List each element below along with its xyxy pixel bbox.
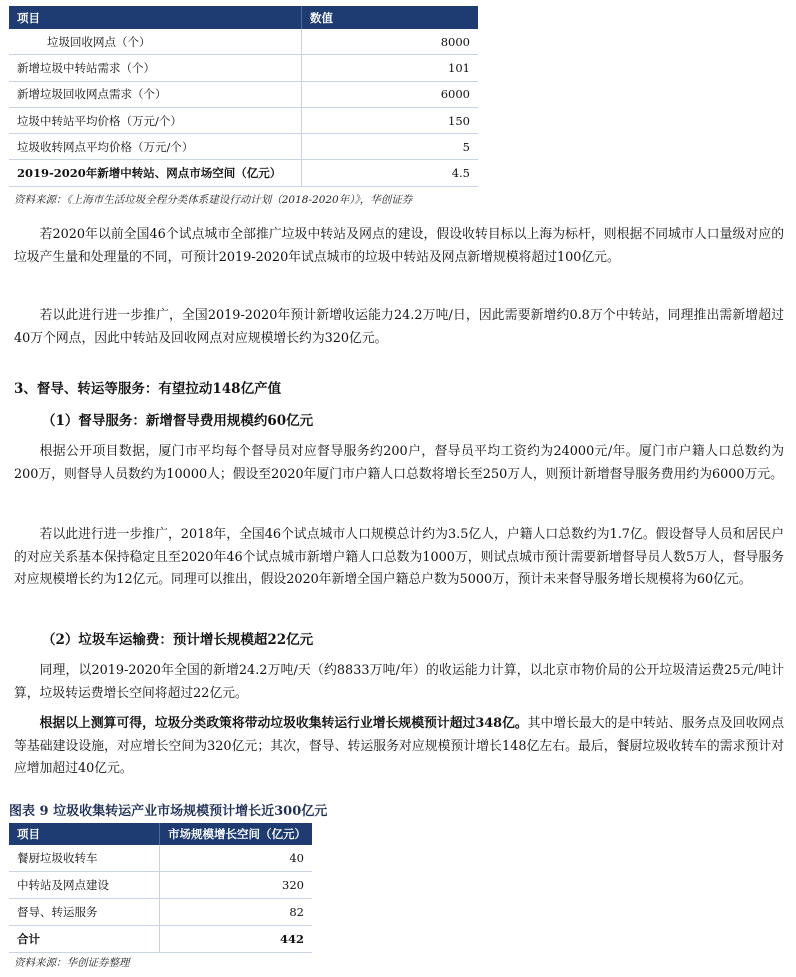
header-item: 项目 [9,823,160,845]
row-label: 2019-2020年新增中转站、网点市场空间（亿元） [9,160,302,186]
body-text-5 [14,660,784,705]
subsection-heading-transport: （2）垃圾车运输费：预计增长规模超22亿元 [42,632,314,648]
header-value: 市场规模增长空间（亿元） [160,823,313,845]
body-text-3 [14,441,784,486]
table-row [9,107,478,133]
body-text-1 [14,224,784,269]
body-text-4 [14,524,784,592]
body-text-6 [14,713,784,781]
table-row [9,899,312,926]
row-label: 新增垃圾中转站需求（个） [9,55,302,81]
row-label: 垃圾中转站平均价格（万元/个） [9,107,302,133]
total-value: 442 [160,926,313,953]
row-label: 新增垃圾回收网点需求（个） [9,81,302,107]
table-source-note: 资料来源：《上海市生活垃圾全程分类体系建设行动计划（2018-2020年）》，华创证券 [14,194,413,206]
table-row [9,55,478,81]
table-row [9,134,478,160]
figure-title: 图表 9 垃圾收集转运产业市场规模预计增长近300亿元 [9,804,328,819]
subsection-heading-supervision: （1）督导服务：新增督导费用规模约60亿元 [42,413,314,429]
paragraph: 同理，以2019-2020年全国的新增24.2万吨/天（约8833万吨/年）的收运能力计算，以北京市物价局的公开垃圾清运费25元/吨计算，垃圾转运费增长空间将超过22亿元。 [14,663,784,701]
row-value: 6000 [302,81,479,107]
paragraph: 根据公开项目数据，厦门市平均每个督导员对应督导服务约200户，督导员平均工资约为24000元/年。厦门市户籍人口总数约为200万，则督导人员数约为10000人；假设至2020年厦门市户籍人口总数将增长至250万人，则预计新增督导服务费用约为6000万元。 [14,444,784,482]
row-value: 8000 [302,29,479,55]
table-row [9,29,478,55]
total-label: 合计 [9,926,160,953]
table-row [9,160,478,186]
row-value: 82 [160,899,313,926]
conclusion-highlight: 根据以上测算可得，垃圾分类政策将带动垃圾收集转运行业增长规模预计超过348亿。 [39,716,528,731]
table-row [9,81,478,107]
paragraph: 若以此进行进一步推广，全国2019-2020年预计新增收运能力24.2万吨/日，因此需要新增约0.8万个中转站，同理推出需新增超过40万个网点，因此中转站及回收网点对应规模增长约为320亿元。 [14,308,784,346]
table-row [9,845,312,872]
row-label: 餐厨垃圾收转车 [9,845,160,872]
row-label: 督导、转运服务 [9,899,160,926]
row-value: 150 [302,107,479,133]
row-value: 320 [160,872,313,899]
paragraph: 若以此进行进一步推广，2018年，全国46个试点城市人口规模总计约为3.5亿人，户籍人口总数约为1.7亿。假设督导人员和居民户的对应关系基本保持稳定且至2020年46个试点城市新增户籍人口总数为1000万，则试点城市预计需要新增督导员人数5万人，督导服务对应规模增长约为12亿元。同理可以推出，假设2020年新增全国户籍总户数为5000万，预计未来督导服务增长规模将为60亿元。 [14,527,784,587]
table-header-row [9,823,312,845]
section-heading: 3、督导、转运等服务：有望拉动148亿产值 [14,381,282,397]
header-value: 数值 [302,6,479,29]
row-label: 中转站及网点建设 [9,872,160,899]
conclusion-detail: 其中增长最大的是中转站、服务点及回收网点等基础建设设施，对应增长空间为320亿元；其次，督导、转运服务对应规模预计增长148亿左右。最后，餐厨垃圾收转车的需求预计对应增加超过40亿元。 [14,716,785,776]
row-value: 4.5 [302,160,479,186]
row-label: 垃圾回收网点（个） [9,29,302,55]
row-label: 垃圾收转网点平均价格（万元/个） [9,134,302,160]
body-text-2 [14,305,784,350]
paragraph: 若2020年以前全国46个试点城市全部推广垃圾中转站及网点的建设，假设收转目标以上海为标杆，则根据不同城市人口量级对应的垃圾产生量和处理量的不同，可预计2019-2020年试点城市的垃圾中转站及网点新增规模将超过100亿元。 [14,227,784,265]
header-item: 项目 [9,6,302,29]
figure-source-note: 资料来源：华创证券整理 [14,957,130,969]
paragraph [14,713,784,781]
cost-table [9,6,478,187]
table-header-row [9,6,478,29]
row-value: 5 [302,134,479,160]
table-total-row [9,926,312,953]
table-row [9,872,312,899]
row-value: 101 [302,55,479,81]
market-size-table [9,823,312,953]
row-value: 40 [160,845,313,872]
